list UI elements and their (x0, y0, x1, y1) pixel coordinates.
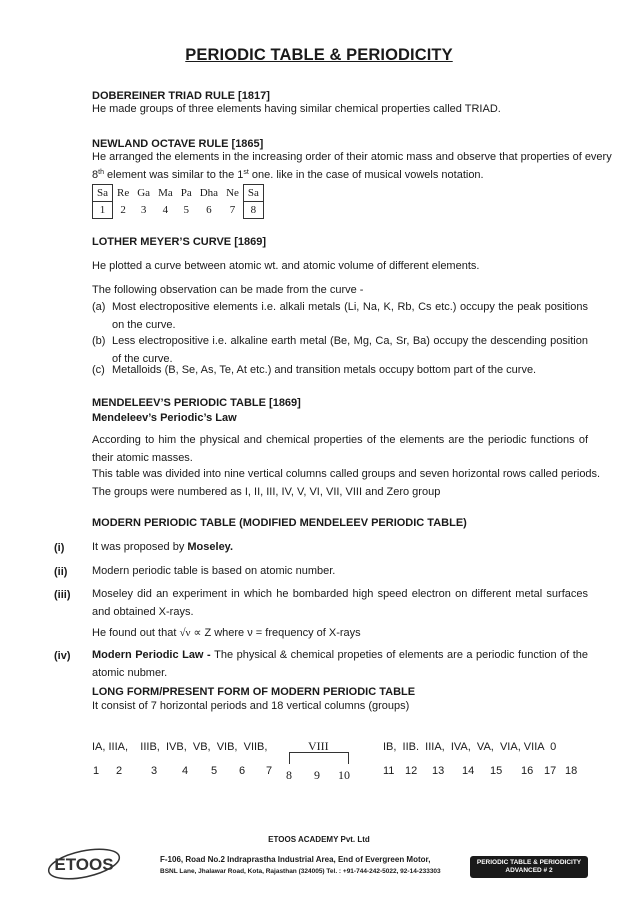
octave-note: Ma (158, 187, 173, 199)
octave-number: 3 (140, 204, 147, 216)
point-iii-text: Moseley did an experiment in which he bombarded high speed electron on different metal surfaces and obtained X-rays. (92, 588, 588, 618)
groups-viii: VIII (308, 739, 329, 753)
group-number: 6 (239, 765, 246, 777)
mendeleev-heading: MENDELEEV’S PERIODIC TABLE [1869] (92, 397, 301, 409)
footer-address-line1: F-106, Road No.2 Indraprastha Industrial Area, End of Evergreen Motor, (160, 855, 431, 864)
group-number: 15 (490, 765, 503, 777)
dobereiner-text: He made groups of three elements having similar chemical properties called TRIAD. (92, 103, 501, 115)
octave-note: Dha (199, 187, 219, 199)
group-number: 18 (565, 765, 578, 777)
mendeleev-text2: This table was divided into nine vertical columns called groups and seven horizontal rows called periods. (92, 468, 601, 480)
modern-heading: MODERN PERIODIC TABLE (MODIFIED MENDELEEV PERIODIC TABLE) (92, 517, 467, 529)
group-number: 2 (116, 765, 123, 777)
octave-number: 8 (243, 202, 263, 219)
group-number: 12 (405, 765, 418, 777)
lother-intro: The following observation can be made from the curve - (92, 284, 364, 296)
octave-table (92, 184, 264, 219)
group-number: 13 (432, 765, 445, 777)
dobereiner-heading: DOBEREINER TRIAD RULE [1817] (92, 90, 270, 102)
point-i-text: It was proposed by Moseley. (92, 541, 234, 553)
group-viii-bracket (289, 752, 349, 764)
octave-number: 7 (229, 204, 236, 216)
point-iv-text: Modern Periodic Law - The physical & chemical propeties of elements are a periodic function of the atomic nubmer. (92, 649, 589, 679)
lother-heading: LOTHER MEYER’S CURVE [1869] (92, 236, 267, 248)
lother-item-a: (a) Most electropositive elements i.e. alkali metals (Li, Na, K, Rb, Cs etc.) occupy the peak positions on the curve. (92, 301, 588, 331)
group-number: 11 (383, 765, 395, 777)
badge-line1: PERIODIC TABLE & PERIODICITY (476, 859, 582, 866)
groups-right: IB, IIB. IIIA, IVA, VA, VIA, VIIA 0 (383, 741, 557, 753)
page-badge (470, 856, 588, 878)
group-number: 1 (93, 765, 100, 777)
point-label-ii: (ii) (54, 566, 68, 578)
octave-number: 5 (183, 204, 189, 216)
newland-heading: NEWLAND OCTAVE RULE [1865] (92, 138, 264, 150)
octave-note: Ga (137, 187, 151, 199)
octave-number: 1 (93, 202, 113, 219)
octave-note: Ne (226, 187, 239, 199)
group-number: 3 (151, 765, 158, 777)
group-number: 17 (544, 765, 557, 777)
lother-text: He plotted a curve between atomic wt. and atomic volume of different elements. (92, 260, 480, 272)
lother-item-b: (b) Less electropositive i.e. alkaline earth metal (Be, Mg, Ca, Sr, Ba) occupy the descending position of the curve. (92, 335, 588, 365)
newland-text-line1: He arranged the elements in the increasing order of their atomic mass and observe that properties of every (92, 151, 612, 163)
group-number: 4 (182, 765, 189, 777)
group-number: 10 (338, 768, 350, 782)
lother-item-c: (c) Metalloids (B, Se, As, Te, At etc.) and transition metals occupy bottom part of the curve. (92, 364, 537, 376)
group-number: 16 (521, 765, 534, 777)
group-number: 5 (211, 765, 218, 777)
octave-note: Sa (243, 185, 263, 202)
groups-left: IA, IIIA, IIIB, IVB, VB, VIB, VIIB, (92, 741, 268, 753)
mendeleev-subheading: Mendeleev’s Periodic’s Law (92, 412, 237, 424)
group-number: 9 (314, 768, 320, 782)
longform-text: It consist of 7 horizontal periods and 18 vertical columns (groups) (92, 700, 410, 712)
octave-number: 2 (120, 204, 126, 216)
group-number: 7 (266, 765, 273, 777)
page-title: PERIODIC TABLE & PERIODICITY (185, 46, 453, 64)
octave-note: Sa (93, 185, 113, 202)
etoos-logo (44, 845, 124, 883)
octave-number: 6 (206, 204, 212, 216)
mendeleev-text3: The groups were numbered as I, II, III, IV, V, VI, VII, VIII and Zero group (92, 486, 441, 498)
point-ii-text: Modern periodic table is based on atomic number. (92, 565, 336, 577)
group-number: 8 (286, 768, 292, 782)
point-label-iv: (iv) (54, 650, 71, 662)
group-number: 14 (462, 765, 475, 777)
footer-address-line2: BSNL Lane, Jhalawar Road, Kota, Rajasthan (324005) Tel. : +91-744-242-5022, 92-14-233303 (160, 868, 441, 875)
moseley-relation: He found out that √ν ∝ Z where ν = frequency of X-rays (92, 627, 361, 639)
point-label-iii: (iii) (54, 589, 71, 601)
octave-number: 4 (162, 204, 169, 216)
etoos-logo-text: ETOOS (54, 855, 114, 874)
newland-text-line2: 8th element was similar to the 1st one. like in the case of musical vowels notation. (92, 169, 484, 181)
footer-company: ETOOS ACADEMY Pvt. Ltd (268, 835, 370, 844)
point-label-i: (i) (54, 542, 65, 554)
octave-note: Re (117, 187, 130, 199)
longform-heading: LONG FORM/PRESENT FORM OF MODERN PERIODIC TABLE (92, 686, 416, 698)
badge-line2: ADVANCED # 2 (505, 867, 553, 874)
mendeleev-text1: According to him the physical and chemical properties of the elements are the periodic functions of their atomic masses. (92, 434, 588, 464)
octave-note: Pa (180, 187, 192, 199)
